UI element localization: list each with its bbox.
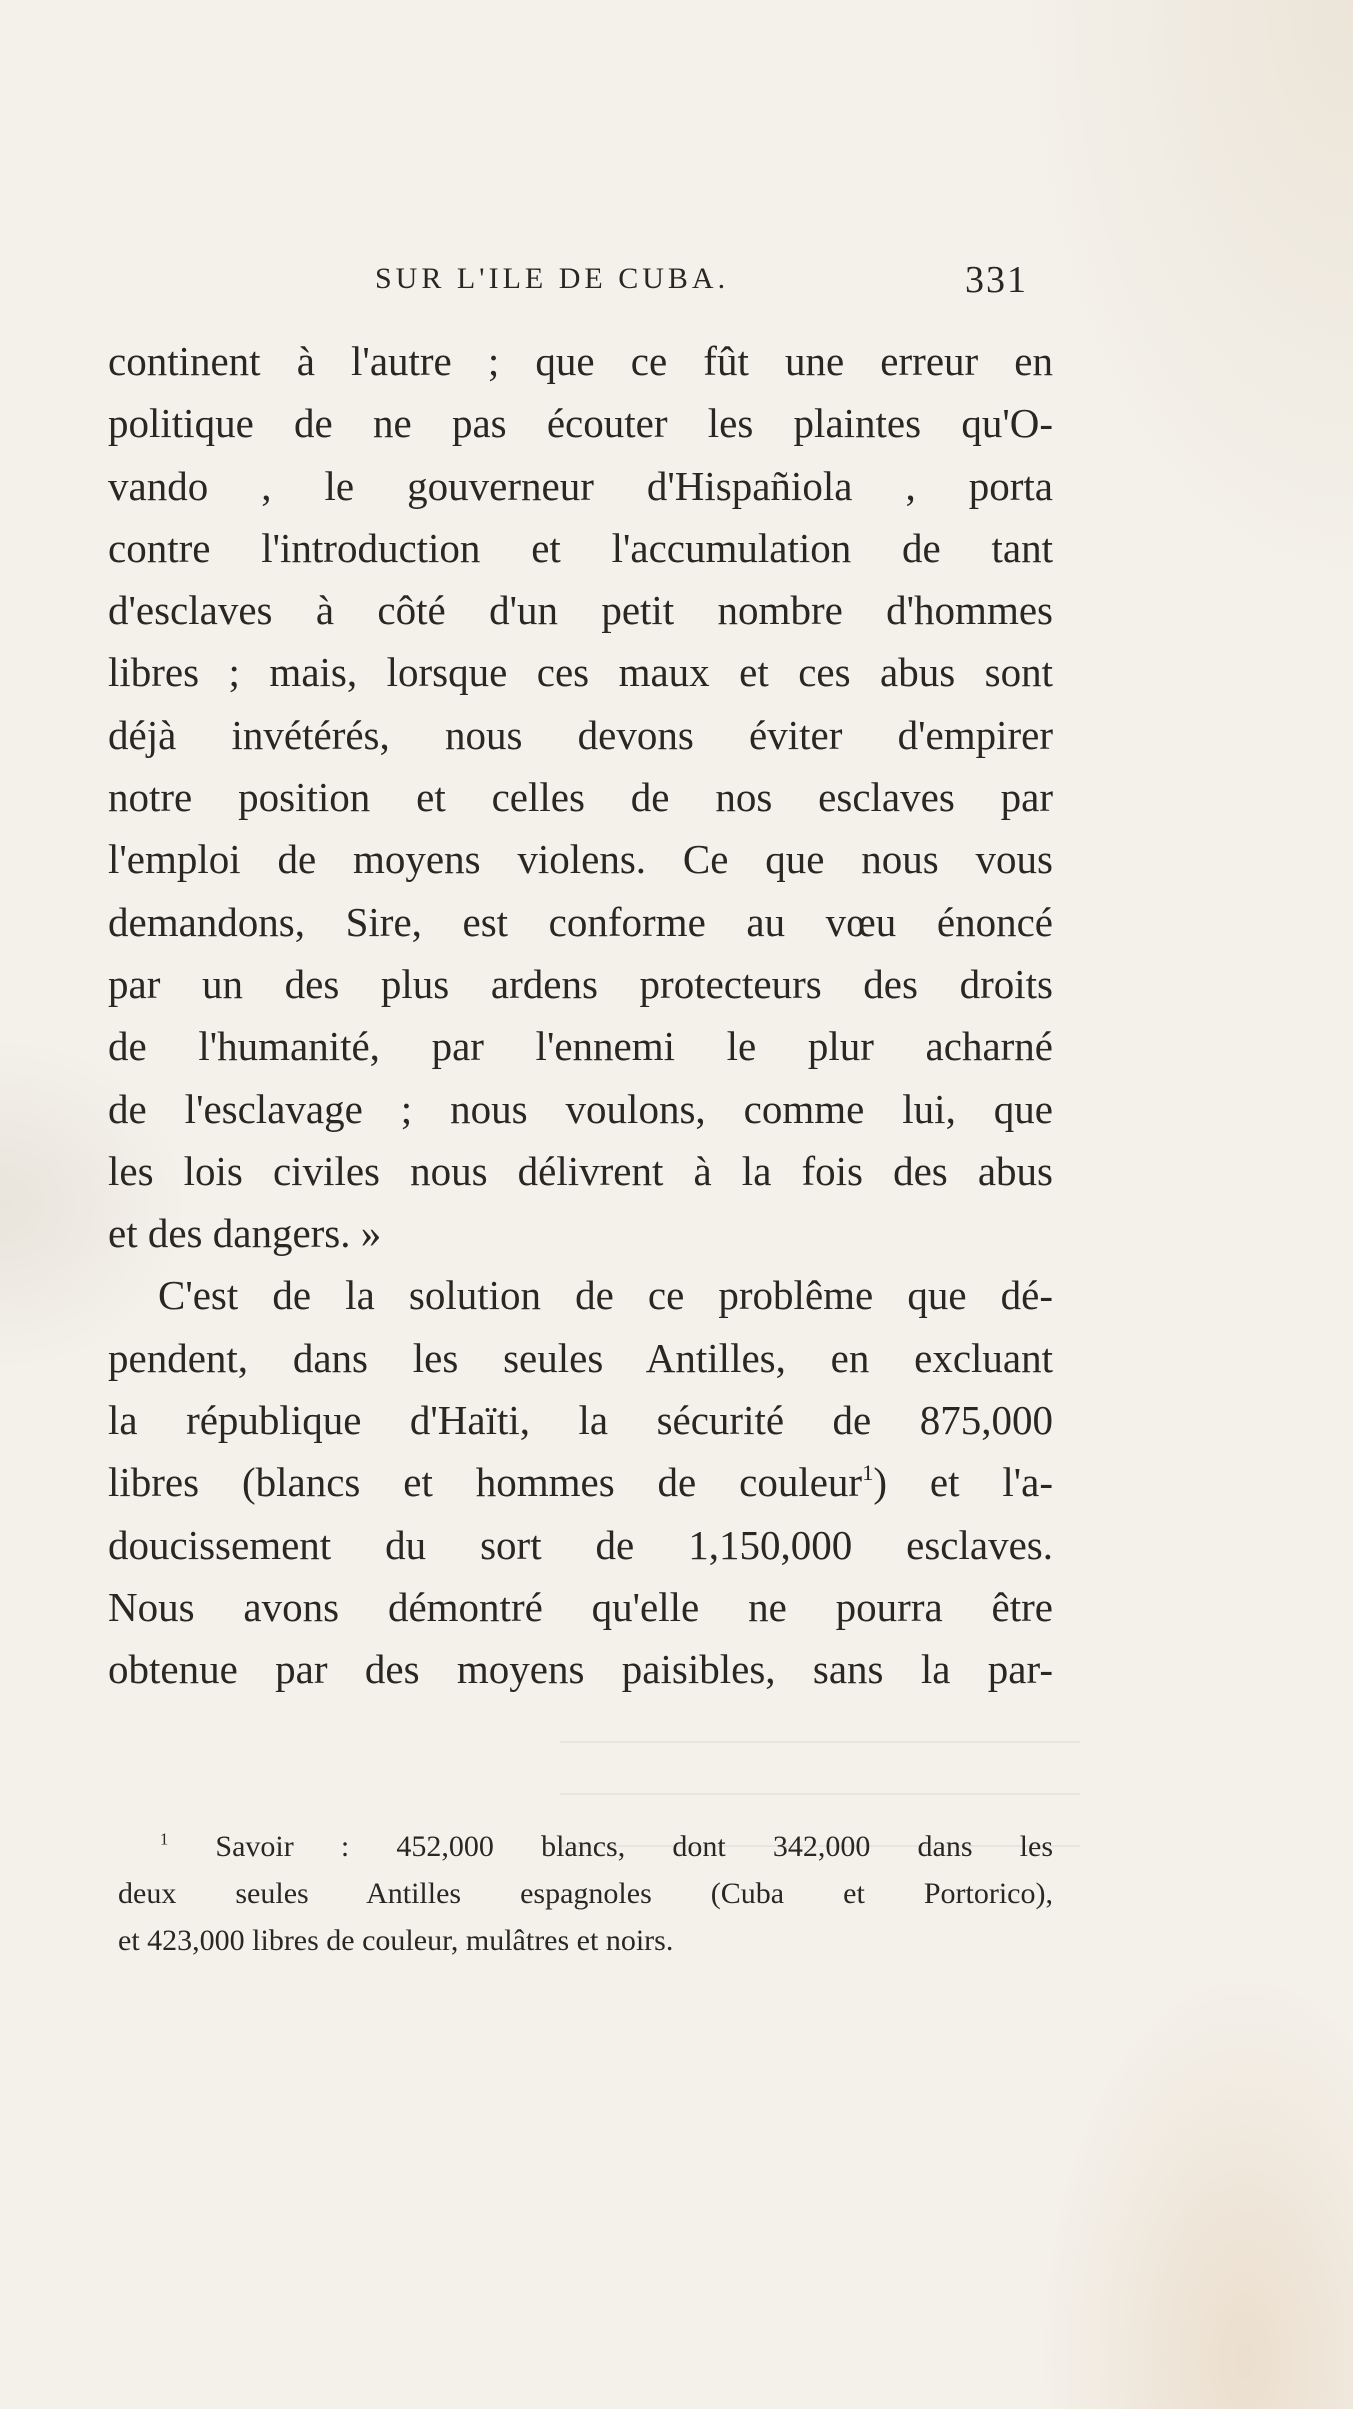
text-line: Nous avons démontré qu'elle ne pourra être	[108, 1583, 1053, 1630]
footnote-line	[118, 1823, 1053, 1870]
text-line: la république d'Haïti, la sécurité de 875,000	[108, 1397, 1053, 1444]
footnote	[118, 1823, 1053, 1964]
text-line: les lois civiles nous délivrent à la fois des abus	[108, 1147, 1053, 1194]
text-line: libres ; mais, lorsque ces maux et ces abus sont	[108, 649, 1053, 696]
footnote-line: et 423,000 libres de couleur, mulâtres et noirs.	[118, 1924, 674, 1957]
text-line: d'esclaves à côté d'un petit nombre d'hommes	[108, 587, 1053, 634]
running-head: SUR L'ILE DE CUBA.	[375, 262, 730, 295]
text-line: vando , le gouverneur d'Hispañiola , porta	[108, 462, 1053, 509]
text-segment: ) et l'a-	[873, 1459, 1053, 1506]
text-line: déjà invétérés, nous devons éviter d'empirer	[108, 711, 1053, 758]
text-line: doucissement du sort de 1,150,000 esclaves.	[108, 1521, 1053, 1568]
text-line: continent à l'autre ; que ce fût une erreur en	[108, 338, 1053, 384]
page-number: 331	[965, 259, 1028, 301]
footnote-reference: 1	[862, 1460, 874, 1486]
text-line-with-note	[108, 1451, 1053, 1513]
footnote-text: Savoir : 452,000 blancs, dont 342,000 dans les	[215, 1830, 1054, 1863]
text-line: obtenue par des moyens paisibles, sans la par-	[108, 1646, 1053, 1693]
text-line: demandons, Sire, est conforme au vœu énoncé	[108, 898, 1053, 945]
paragraph-end-line: et des dangers. »	[108, 1210, 382, 1257]
text-line: politique de ne pas écouter les plaintes qu'O-	[108, 400, 1053, 447]
page-header	[0, 259, 1353, 312]
text-line: notre position et celles de nos esclaves par	[108, 774, 1053, 821]
footnote-marker: 1	[160, 1829, 169, 1849]
text-line: pendent, dans les seules Antilles, en excluant	[108, 1334, 1053, 1381]
text-line: de l'esclavage ; nous voulons, comme lui, que	[108, 1085, 1053, 1132]
text-line: l'emploi de moyens violens. Ce que nous vous	[108, 836, 1053, 883]
text-segment: libres (blancs et hommes de couleur	[108, 1459, 863, 1506]
text-line: par un des plus ardens protecteurs des droits	[108, 960, 1053, 1007]
body-text	[108, 330, 1053, 1701]
footnote-line: deux seules Antilles espagnoles (Cuba et Portorico),	[118, 1877, 1053, 1910]
text-line: de l'humanité, par l'ennemi le plur acharné	[108, 1023, 1053, 1070]
text-line: contre l'introduction et l'accumulation de tant	[108, 524, 1053, 571]
paragraph-start-line: C'est de la solution de ce problême que dé-	[158, 1272, 1053, 1319]
